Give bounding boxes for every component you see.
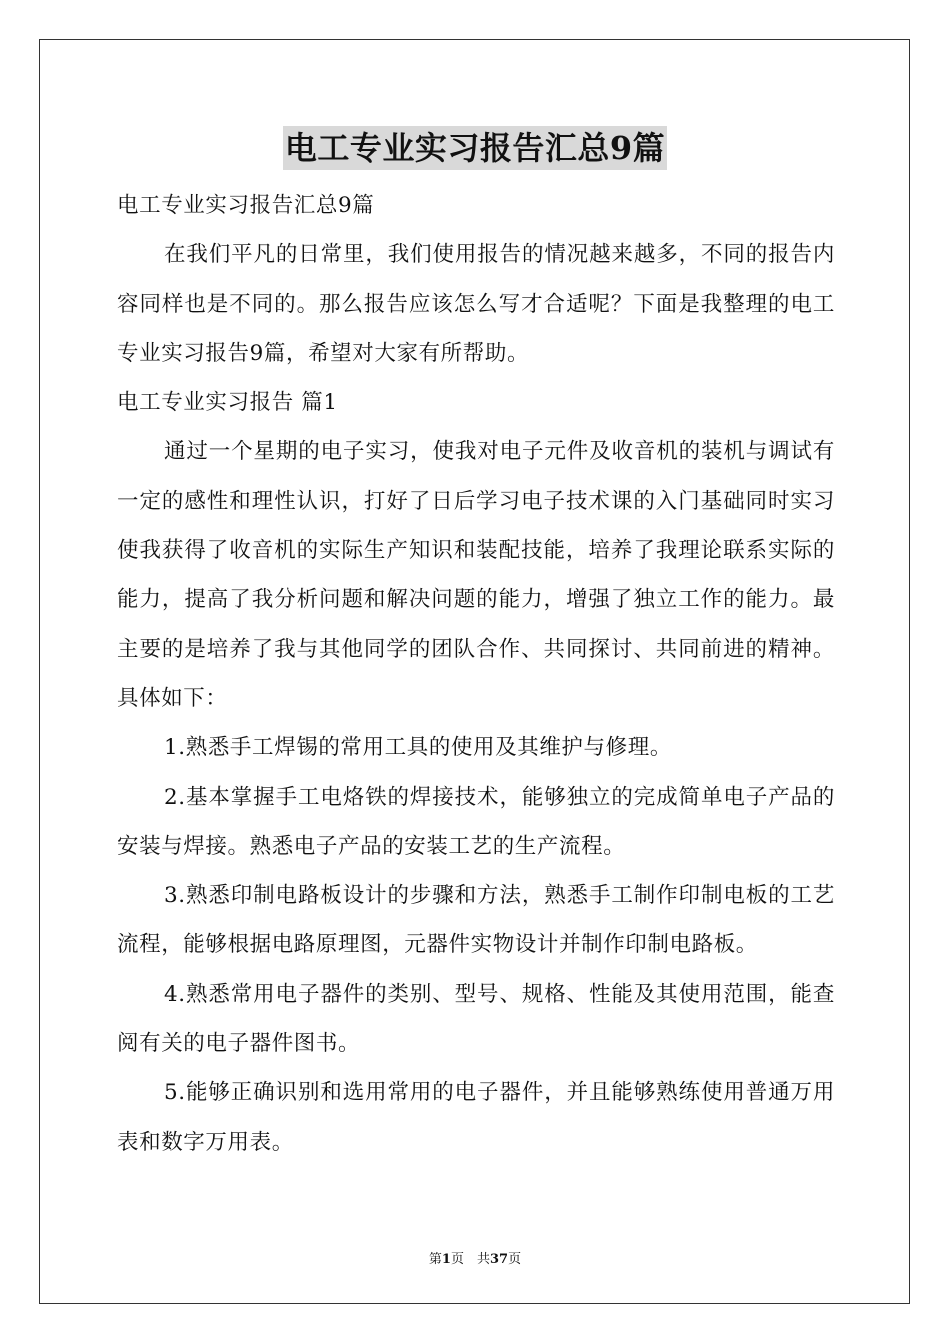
title-area (0, 126, 950, 170)
list-item: 4.熟悉常用电子器件的类别、型号、规格、性能及其使用范围，能查阅有关的电子器件图书。 (117, 981, 835, 1057)
page-footer (0, 1248, 950, 1267)
list-item: 1.熟悉手工焊锡的常用工具的使用及其维护与修理。 (164, 735, 672, 761)
document-title: 电工专业实习报告汇总9篇 (283, 126, 667, 170)
total-page-number: 37 (489, 1252, 509, 1267)
paragraph: 电工专业实习报告汇总9篇 (117, 193, 375, 218)
current-page-number: 1 (441, 1252, 451, 1267)
section-heading: 电工专业实习报告 篇1 (117, 390, 338, 416)
list-item: 5.能够正确识别和选用常用的电子器件，并且能够熟练使用普通万用表和数字万用表。 (117, 1080, 835, 1155)
list-item: 2.基本掌握手工电烙铁的焊接技术，能够独立的完成简单电子产品的安装与焊接。熟悉电子产品的安装工艺的生产流程。 (117, 784, 835, 859)
footer-mid: 页 共 (450, 1252, 490, 1267)
footer-suffix: 页 (508, 1252, 522, 1267)
paragraph: 在我们平凡的日常里，我们使用报告的情况越来越多，不同的报告内容同样也是不同的。那么报告应该怎么写才合适呢？下面是我整理的电工专业实习报告9篇，希望对大家有所帮助。 (117, 242, 835, 366)
footer-prefix: 第 (428, 1252, 442, 1267)
paragraph: 通过一个星期的电子实习，使我对电子元件及收音机的装机与调试有一定的感性和理性认识，打好了日后学习电子技术课的入门基础同时实习使我获得了收音机的实际生产知识和装配技能，培养了我理论联系实际的能力，提高了我分析问题和解决问题的能力，增强了独立工作的能力。最主要的是培养了我与其他同学的团队合作、共同探讨、共同前进的精神。具体如下： (117, 439, 835, 711)
document-body (117, 181, 835, 1167)
list-item: 3.熟悉印制电路板设计的步骤和方法，熟悉手工制作印制电板的工艺流程，能够根据电路原理图，元器件实物设计并制作印制电路板。 (117, 883, 835, 958)
